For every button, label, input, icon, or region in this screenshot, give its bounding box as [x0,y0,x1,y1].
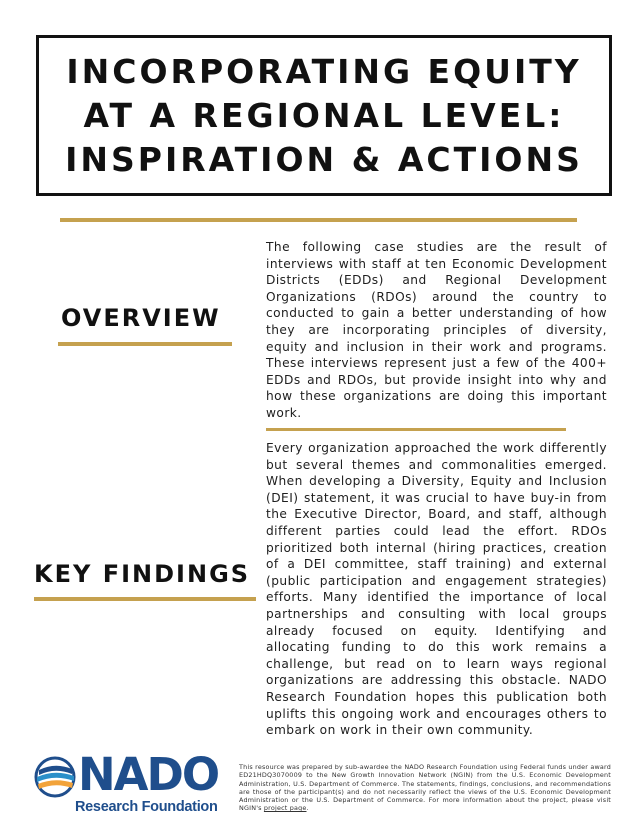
top-divider [60,218,577,222]
key-findings-underline [34,597,256,601]
title-box [36,35,612,196]
nado-globe-icon [34,756,80,800]
title-line-1: INCORPORATING EQUITY [66,51,582,91]
disclaimer-body: This resource was prepared by sub-awardee the NADO Research Foundation using Federal funds under award ED21HDQ3070009 to the New Growth Innovation Network (NGIN) from the U.S. Economic Development Administration, U.S. Department of Commerce. The statements, findings, conclusions, and recommendations are those of the participant(s) and do not necessarily reflect the views of the U.S. Economic Development Administration or the U.S. Department of Commerce. For more information about the project, please visit NGIN's [239,763,611,813]
nado-logo [34,748,230,816]
logo-wordmark: NADO [78,748,219,801]
disclaimer-text [239,763,611,813]
title-line-3: INSPIRATION & ACTIONS [65,139,583,179]
overview-underline [58,342,232,346]
key-findings-paragraph: Every organization approached the work differently but several themes and commonalities emerged. When developing a Diversity, Equity and Inclusion (DEI) statement, it was crucial to have buy-in from the Executive Director, Board, and staff, although different parties could lead the effort. RDOs prioritized both internal (hiring practices, creation of a DEI committee, staff training) and external (public participation and engagement strategies) efforts. Many identified the importance of local partnerships and consulting with local groups already focused on equity. Identifying and allocating funding to do this work remains a challenge, but read on to learn ways regional organizations are addressing this obstacle. NADO Research Foundation hopes this publication both uplifts this ongoing work and encourages others to embark on work in their own community. [266,441,607,738]
overview-paragraph: The following case studies are the result of interviews with staff at ten Economic Development Districts (EDDs) and Regional Development Organizations (RDOs) around the country to conducted to gain a better understanding of how they are incorporating principles of diversity, equity and inclusion in their work and programs. These interviews represent just a few of the 400+ EDDs and RDOs, but provide insight into why and how these organizations are doing this important work. [266,240,607,420]
section-divider [266,428,566,431]
key-findings-heading: KEY FINDINGS [34,560,251,588]
logo-subtitle: Research Foundation [75,799,218,815]
overview-heading: OVERVIEW [61,304,221,332]
project-page-link[interactable]: project page [263,804,307,813]
disclaimer-suffix: . [306,804,309,813]
title-line-2: AT A REGIONAL LEVEL: [83,95,565,135]
